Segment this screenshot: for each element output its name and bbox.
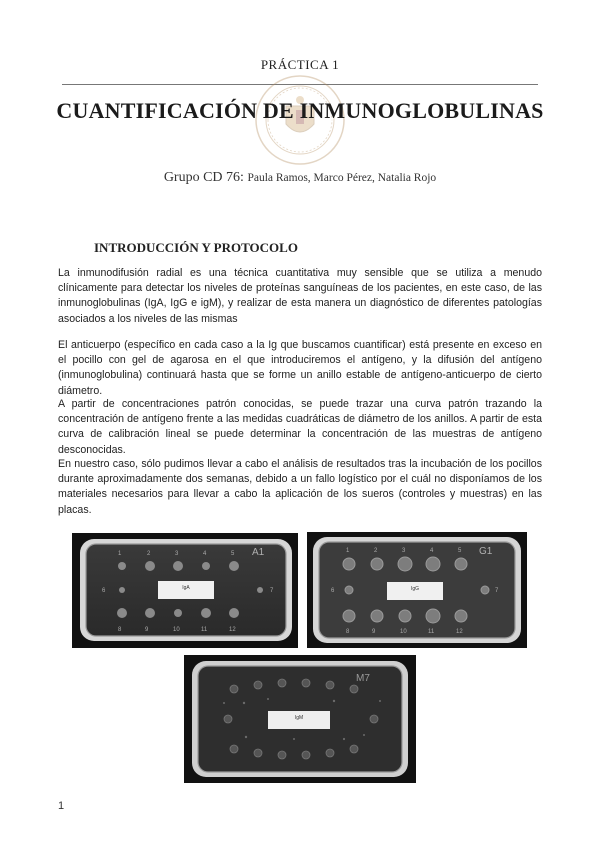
group-line [0, 168, 600, 186]
well-number: 5 [231, 551, 235, 557]
well-number: 2 [374, 548, 378, 554]
page-number: 1 [58, 800, 65, 812]
plate-label-igm: IgM [294, 715, 304, 721]
well-number: 8 [118, 627, 122, 633]
plate-image-igm [184, 655, 416, 783]
well-number: 1 [118, 551, 122, 557]
well-number: 9 [145, 627, 149, 633]
well-number: 1 [346, 548, 350, 554]
plate-mark-igg: G1 [479, 546, 493, 557]
well-number: 4 [430, 548, 434, 554]
well-number: 9 [372, 629, 376, 635]
well-number: 11 [201, 627, 208, 633]
paragraph-calibration: A partir de concentraciones patrón conocidas, se puede trazar una curva patrón trazando la concentración de antígeno frente a las medidas cuadráticas de diámetro de los anillos. A partir de esta curva de calibración lineal se puede determinar la concentración de las muestras de antígeno desconocidas. [58, 398, 542, 456]
plate-mark-igm: M7 [356, 673, 370, 684]
paragraph-our-case: En nuestro caso, sólo pudimos llevar a cabo el análisis de resultados tras la incubación de los pocillos durante aproximadamente dos semanas, debido a un fallo logístico por el cuál no disponíamos de los materiales necesarios para llevar a cabo la aplicación de los sueros (controles y muestras) en las placas. [58, 458, 542, 516]
well-number: 4 [203, 551, 207, 557]
document-title: CUANTIFICACIÓN DE INMUNOGLOBULINAS [56, 98, 544, 123]
well-number: 7 [270, 588, 274, 594]
well-number: 5 [458, 548, 462, 554]
well-number: 3 [175, 551, 179, 557]
plate-photo-igm [184, 655, 416, 783]
plate-photo-igg [307, 532, 527, 648]
well-number: 10 [173, 627, 180, 633]
well-number: 2 [147, 551, 151, 557]
well-number: 8 [346, 629, 350, 635]
well-number: 6 [102, 588, 106, 594]
well-number: 6 [331, 588, 335, 594]
well-number: 10 [400, 629, 407, 635]
plate-label-iga: IgA [182, 585, 190, 591]
well-number: 12 [229, 627, 236, 633]
plate-image-igg [307, 532, 527, 648]
well-number: 7 [495, 588, 499, 594]
practice-label: PRÁCTICA 1 [260, 57, 340, 72]
group-members: Paula Ramos, Marco Pérez, Natalia Rojo [247, 172, 437, 184]
plate-photo-iga [72, 533, 298, 648]
paragraph-intro: La inmunodifusión radial es una técnica cuantitativa muy sensible que se utiliza a menudo clínicamente para detectar los niveles de proteínas sanguíneas de los pacientes, en este caso, de las inmunoglobulinas (IgA, IgG e igM), y realizar de esta manera un diagnóstico de diferentes patologías asociados a los niveles de las mismas [58, 267, 542, 325]
paragraph-antibody: El anticuerpo (específico en cada caso a la Ig que buscamos cuantificar) está presente en exceso en el pocillo con gel de agarosa en el que introduciremos el antígeno, y la difusión del antígeno (inmunoglobulina) continuará hasta que se forme un anillo estable de antígeno-anticuerpo de cierto diámetro. [58, 339, 542, 397]
well-number: 12 [456, 629, 463, 635]
well-number: 3 [402, 548, 406, 554]
plate-image-iga [72, 533, 298, 648]
section-heading: INTRODUCCIÓN Y PROTOCOLO [94, 240, 298, 255]
well-number: 11 [428, 629, 435, 635]
plate-label-igg: IgG [410, 586, 420, 592]
plate-mark-iga: A1 [252, 547, 265, 558]
group-label: Grupo CD 76: [163, 170, 248, 185]
